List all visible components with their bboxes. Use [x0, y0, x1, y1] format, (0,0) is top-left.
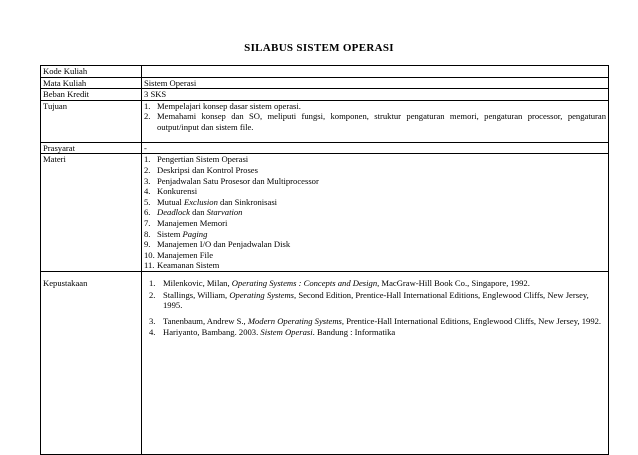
label-mata-kuliah: Mata Kuliah	[41, 77, 142, 89]
list-item: 11. Keamanan Sistem	[144, 260, 220, 271]
label-prasyarat: Prasyarat	[41, 142, 142, 154]
label-kode-kuliah: Kode Kuliah	[41, 66, 142, 78]
value-tujuan	[142, 100, 609, 142]
value-prasyarat: -	[142, 142, 609, 154]
list-item: 2. Deskripsi dan Kontrol Proses	[144, 164, 258, 175]
list-item: 4. Hariyanto, Bambang. 2003. Sistem Operasi. Bandung : Informatika	[149, 327, 396, 338]
list-item: 3. Tanenbaum, Andrew S., Modern Operating Systems, Prentice-Hall International Editions, Englewood Cliffs, New Jersey, 1992.	[149, 315, 602, 326]
value-materi	[142, 154, 609, 272]
list-item: 8. Sistem Paging	[144, 228, 208, 239]
tujuan-list	[144, 101, 606, 133]
list-item: 1. Mempelajari konsep dasar sistem operasi.	[144, 100, 301, 111]
list-item: 10. Manajemen File	[144, 249, 214, 260]
list-item: 5. Mutual Exclusion dan Sinkronisasi	[144, 196, 278, 207]
list-item: 1. Pengertian Sistem Operasi	[144, 154, 249, 165]
syllabus-table	[40, 65, 609, 455]
value-mata-kuliah: Sistem Operasi	[142, 77, 609, 89]
kepustakaan-list	[149, 278, 606, 338]
label-beban-kredit: Beban Kredit	[41, 89, 142, 101]
materi-list	[144, 154, 606, 271]
row-kode-kuliah	[41, 66, 609, 78]
row-kepustakaan	[41, 271, 609, 454]
row-prasyarat	[41, 142, 609, 154]
list-item: 4. Konkurensi	[144, 186, 198, 197]
row-tujuan	[41, 100, 609, 142]
row-mata-kuliah	[41, 77, 609, 89]
row-materi	[41, 154, 609, 272]
value-kode-kuliah	[142, 66, 609, 78]
label-tujuan: Tujuan	[41, 100, 142, 142]
list-item: 3. Penjadwalan Satu Prosesor dan Multiprocessor	[144, 175, 319, 186]
label-kepustakaan: Kepustakaan	[41, 271, 142, 454]
value-kepustakaan	[142, 271, 609, 454]
label-materi: Materi	[41, 154, 142, 272]
list-item: 9. Manajemen I/O dan Penjadwalan Disk	[144, 239, 291, 250]
list-item: 7. Manajemen Memori	[144, 217, 228, 228]
page-title: SILABUS SISTEM OPERASI	[244, 42, 394, 54]
list-item: 2. Stallings, William, Operating Systems, Second Edition, Prentice-Hall International Editions, Englewood Cliffs, New Jersey, 1995.	[149, 289, 589, 311]
list-item: 6. Deadlock dan Starvation	[144, 207, 243, 218]
value-beban-kredit: 3 SKS	[142, 89, 609, 101]
list-item: 1. Milenkovic, Milan, Operating Systems : Concepts and Design, MacGraw-Hill Book Co., Singapore, 1992.	[149, 277, 530, 288]
list-item: 2. Memahami konsep dan SO, meliputi fungsi, komponen, struktur pengaturan memori, pengaturan processor, pengaturan output/input dan sistem file.	[144, 111, 606, 132]
row-beban-kredit	[41, 89, 609, 101]
